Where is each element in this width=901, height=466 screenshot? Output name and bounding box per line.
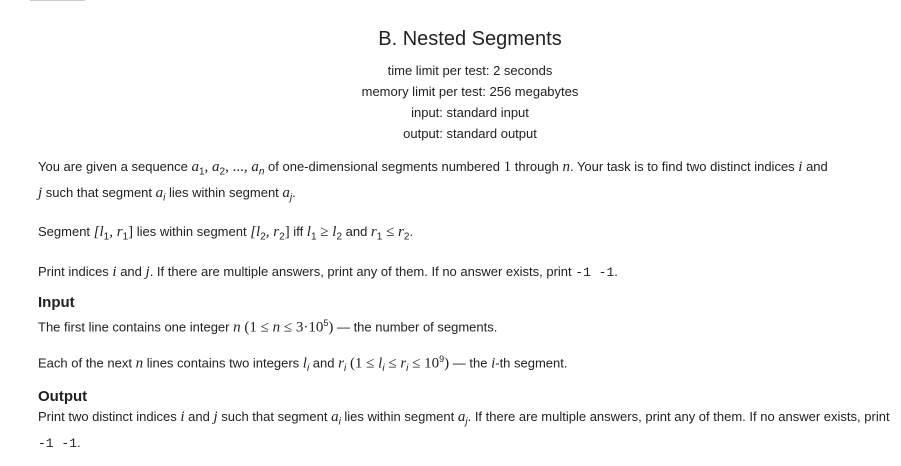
math: r: [400, 355, 407, 372]
input-paragraph-2: [38, 349, 898, 379]
math: ): [328, 319, 334, 336]
text: .: [409, 224, 414, 240]
text: . If there are multiple answers, print any of them. If no answer exists, print: [149, 263, 576, 279]
math: a: [212, 159, 220, 175]
text: lies within segment: [133, 224, 251, 240]
text: and: [802, 159, 828, 174]
text: . Your task is to find two distinct indices: [569, 159, 799, 174]
subscript: i: [382, 363, 385, 375]
subscript: 1: [310, 231, 317, 243]
code-snippet: -1 -1: [575, 264, 615, 280]
output-type: output: standard output: [403, 126, 537, 141]
subscript: j: [289, 192, 293, 204]
text: of one-dimensional segments numbered: [264, 159, 504, 174]
text: — the number of segments.: [333, 319, 498, 335]
math: l: [302, 355, 307, 372]
subscript: 1: [122, 231, 129, 243]
text: .: [292, 184, 296, 200]
text: Each of the next: [38, 355, 136, 371]
math: a: [331, 409, 339, 426]
input-type: input: standard input: [411, 105, 529, 120]
input-paragraph-1: [38, 313, 898, 337]
math: 1: [503, 159, 512, 175]
math: ,: [204, 159, 213, 175]
text: such that segment: [42, 184, 156, 200]
text: through: [511, 159, 563, 174]
problem-statement: [38, 157, 898, 466]
statement-paragraph-2: [38, 222, 898, 248]
math: a: [251, 159, 259, 175]
subscript: 1: [198, 166, 205, 178]
text: iff: [289, 224, 307, 240]
math: (1 ≤: [240, 319, 273, 336]
text: -th segment.: [495, 355, 568, 371]
code-snippet: -1 -1: [38, 435, 78, 451]
math: r: [338, 355, 344, 372]
text: Segment: [38, 224, 94, 240]
math: ≤: [384, 355, 401, 372]
math: , ...,: [225, 159, 252, 175]
subscript: 2: [260, 231, 266, 243]
statement-paragraph-1: [38, 157, 898, 208]
time-limit: time limit per test: 2 seconds: [387, 63, 553, 78]
math: a: [457, 409, 466, 426]
output-paragraph-1: [38, 407, 898, 454]
text: lies within segment: [165, 184, 283, 200]
superscript: 9: [439, 354, 445, 365]
math: ≤ r: [382, 224, 404, 241]
math: ): [444, 355, 450, 372]
math: a: [282, 184, 290, 201]
text: and: [342, 224, 371, 240]
math: j: [213, 409, 218, 426]
math: n: [135, 355, 144, 372]
subscript: n: [258, 166, 265, 178]
subscript: j: [465, 416, 468, 428]
subscript: 2: [403, 231, 410, 243]
input-heading: Input: [38, 293, 75, 311]
math: ]: [128, 224, 134, 241]
math: [l: [93, 224, 104, 241]
math: , r: [265, 224, 280, 241]
text: You are given a sequence: [38, 159, 192, 174]
math: i: [180, 409, 185, 426]
subscript: 1: [376, 231, 383, 243]
math: a: [191, 159, 199, 175]
text: .: [614, 263, 618, 279]
text: .: [77, 434, 81, 450]
math: j: [38, 184, 43, 201]
math: (1 ≤: [346, 355, 379, 372]
output-heading: Output: [38, 388, 88, 406]
math: ≤ 10: [408, 355, 440, 372]
math: ≤ 3·10: [280, 319, 324, 336]
problem-title: B. Nested Segments: [378, 28, 562, 50]
math: n: [562, 159, 570, 175]
math: r: [370, 224, 377, 241]
text: . If there are multiple answers, print any of them. If no answer exists, print: [467, 409, 890, 425]
top-divider: [30, 0, 85, 1]
subscript: i: [306, 363, 310, 375]
math: n: [272, 319, 281, 336]
subscript: 1: [103, 231, 110, 243]
math: , r: [109, 224, 123, 241]
statement-paragraph-3: [38, 262, 898, 283]
text: The first line contains one integer: [38, 319, 234, 335]
math: [l: [250, 224, 261, 241]
text: and: [116, 263, 146, 279]
subscript: i: [163, 192, 166, 204]
subscript: 2: [219, 166, 226, 178]
text: Print two distinct indices: [38, 409, 181, 425]
text: — the: [449, 355, 492, 371]
math: j: [145, 263, 150, 280]
subscript: i: [343, 363, 347, 375]
math: a: [155, 184, 164, 201]
math: l: [378, 355, 383, 372]
math: i: [798, 159, 803, 175]
math: i: [112, 263, 117, 280]
superscript: 5: [323, 317, 329, 328]
text: Print indices: [38, 263, 113, 279]
subscript: i: [406, 363, 409, 375]
text: and: [309, 355, 339, 371]
text: lies within segment: [340, 409, 458, 425]
subscript: 2: [279, 231, 285, 243]
math: i: [491, 355, 496, 372]
math: n: [233, 319, 241, 336]
math: l: [306, 224, 311, 241]
text: and: [184, 409, 214, 425]
subscript: 2: [336, 231, 342, 243]
subscript: i: [338, 416, 341, 428]
math: ]: [284, 224, 290, 241]
problem-header: [0, 26, 901, 144]
math: ≥ l: [316, 224, 337, 241]
memory-limit: memory limit per test: 256 megabytes: [361, 84, 579, 99]
text: lines contains two integers: [143, 355, 303, 371]
text: such that segment: [217, 409, 332, 425]
